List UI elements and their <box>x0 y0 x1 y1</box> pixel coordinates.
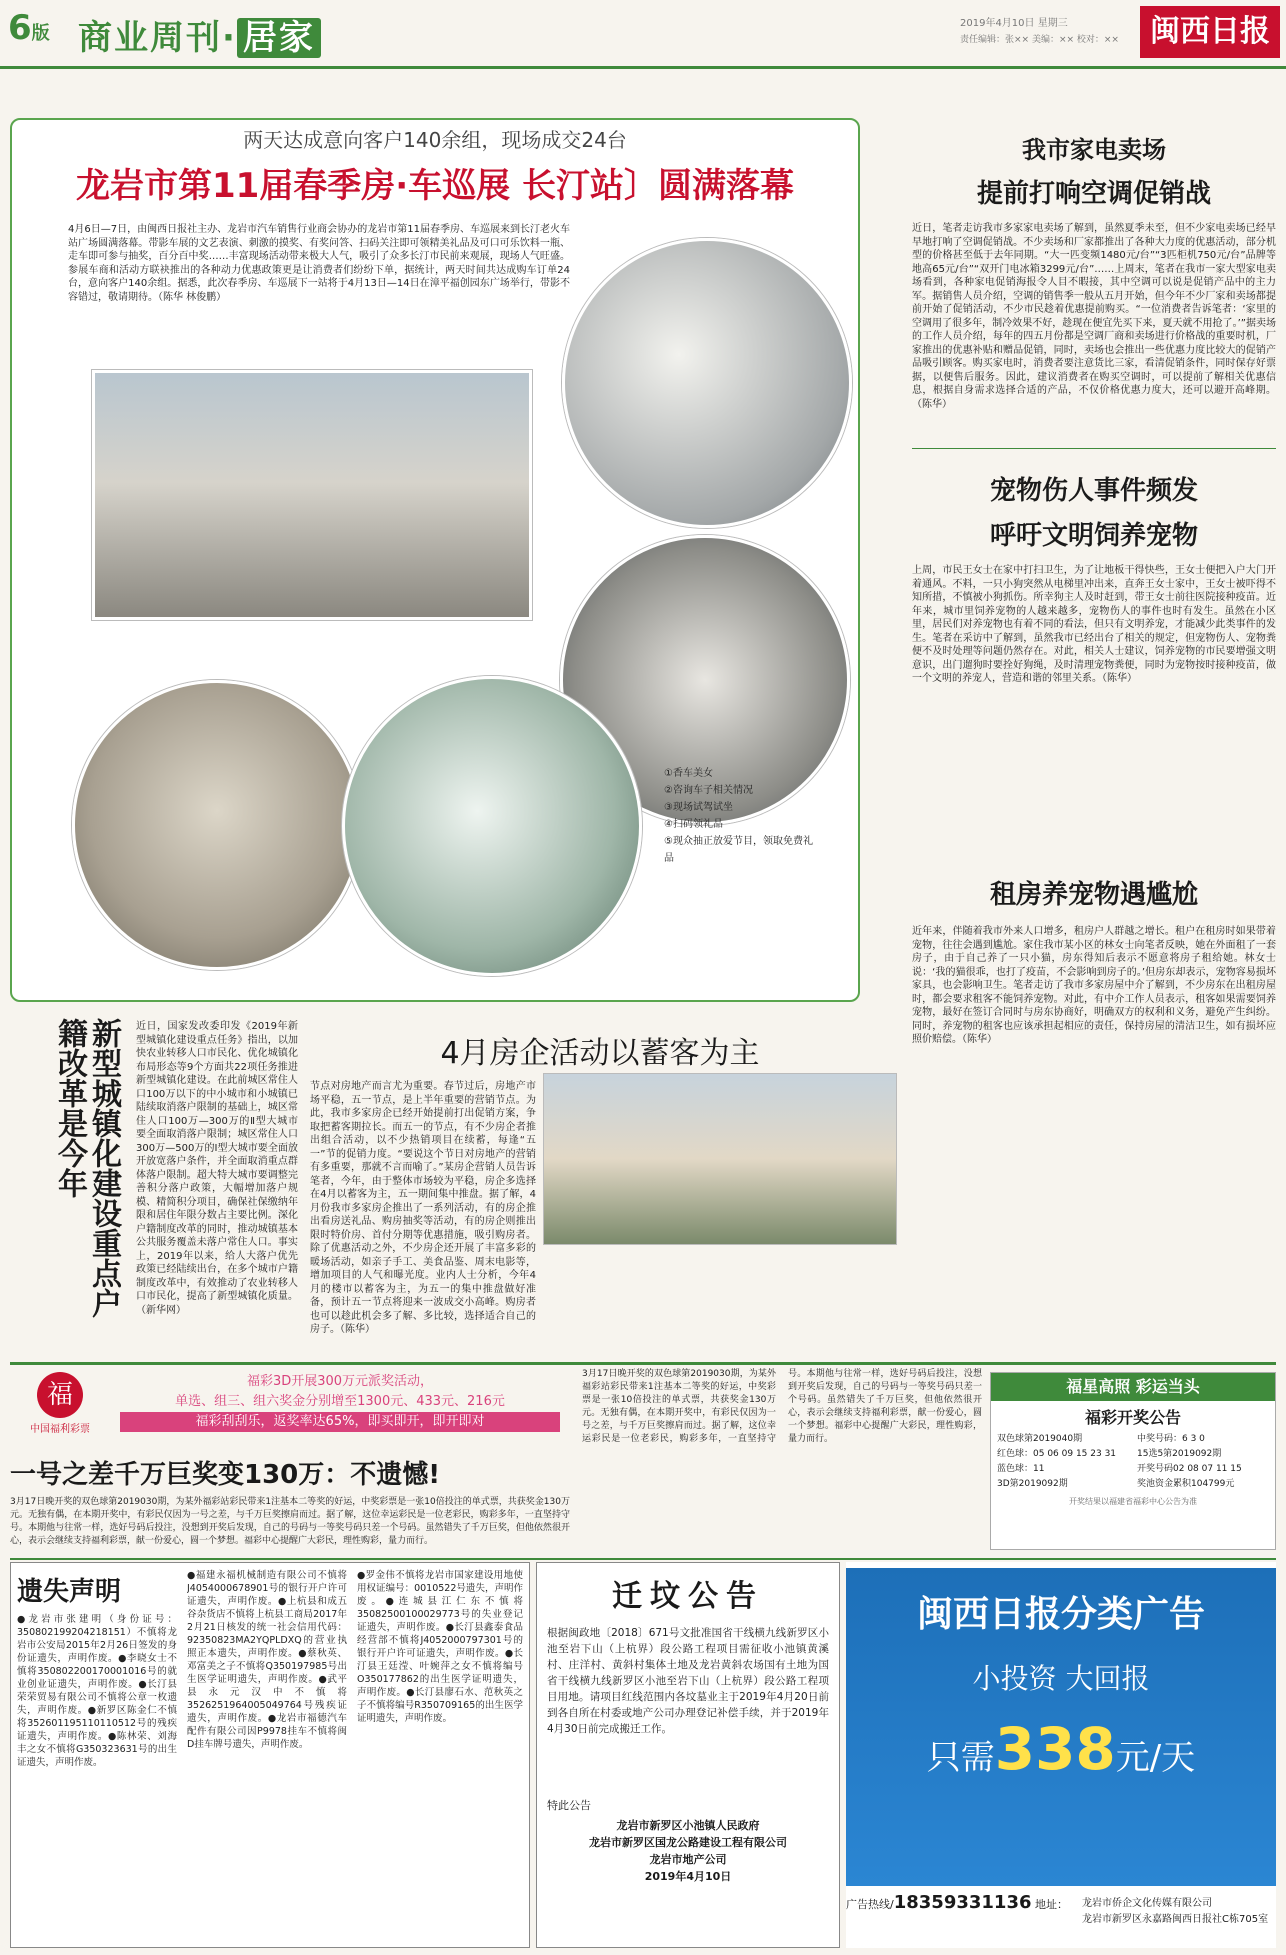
page-number <box>8 8 50 48</box>
appliance-story <box>912 126 1276 456</box>
photo-scan-qr <box>342 676 642 976</box>
photo-show-performance <box>72 680 362 970</box>
company-name: 龙岩市侨企文化传媒有限公司 <box>1082 1898 1212 1909</box>
section-name: 商业周刊 <box>78 18 222 58</box>
property-title: 4月房企活动以蓄客为主 <box>440 1036 760 1071</box>
main-story-title: 龙岩市第11届春季房·车巡展 长汀站〕圆满落幕 <box>75 166 795 206</box>
main-story <box>10 118 860 1002</box>
relocation-title: 迁坟公告 <box>612 1579 764 1614</box>
caption-2: ②咨询车子相关情况 <box>664 785 753 796</box>
masthead-editor: 责任编辑：张×× 美编：×× 校对：×× <box>960 35 1119 45</box>
draw-5: 中奖号码：6 3 0 <box>1137 1434 1205 1444</box>
caption-1: ①香车美女 <box>664 768 713 779</box>
draw-1: 双色球第2019040期 <box>997 1434 1083 1444</box>
property-story <box>300 1018 900 1356</box>
appliance-title-1: 我市家电卖场 <box>1022 136 1166 164</box>
date: 2019年4月10日 <box>960 18 1035 29</box>
urbanization-body: 近日，国家发改委印发《2019年新型城镇化建设重点任务》指出，以加快农业转移人口市民化、优化城镇化布局形态等9个方面共22项任务推进新型城镇化建设。在此前城区常住人口100万以下的中小城市和小城镇已陆续取消落户限制的基础上，城区常住人口100万—300万的Ⅱ型大城市要全面取消落户限制；城区常住人口300万—500万的Ⅰ型大城市要全面放开放宽落户条件，并全面取消重点群体落户限制。超大特大城市要调整完善积分落户政策，大幅增加落户规模、精简积分项目，确保社保缴纳年限和居住年限分数占主要比例。深化户籍制度改革的同时，推动城镇基本公共服务覆盖未落户常住人口。事实上，2019年以来，给人大落户优先政策已经陆续出台，在多个城市户籍制度改革中，有效推动了农业转移人口市民化，提高了新型城镇化质量。（新华网） <box>136 1021 298 1316</box>
masthead-rule <box>0 66 1286 69</box>
hotline-label: 广告热线/ <box>846 1898 894 1911</box>
section-title <box>78 10 321 59</box>
photo-car-show <box>92 370 532 620</box>
lottery-logo-label: 中国福利彩票 <box>30 1424 90 1435</box>
classified-banner <box>846 1568 1276 1886</box>
photo-consult <box>562 238 852 528</box>
draw-3: 蓝色球：11 <box>997 1464 1045 1474</box>
signer-3: 龙岩市地产公司 <box>649 1853 727 1866</box>
lottery-note: 开奖结果以福建省福彩中心公告为准 <box>1069 1497 1197 1506</box>
appliance-body: 近日，笔者走访我市多家家电卖场了解到，虽然夏季未至，但不少家电卖场已经早早地打响了空调促销战。不少卖场和厂家都推出了各种大力度的优惠活动，部分机型的价格甚至低于去年同期。“大一匹变频1480元/台”“3匹柜机750元/台”品牌等地高65元/台”“双开门电冰箱3299元/台”……上周末，笔者在我市一家大型家电卖场看到，各种家电促销海报令人目不暇接，其中空调可以说是促销产品中的主力军。据销售人员介绍，空调的销售季一般从五月开始，但今年不少厂家和卖场都提前开始了促销活动，不少市民趁着优惠提前购买。“一位消费者告诉笔者：‘家里的空调用了很多年，制冷效果不好，趁现在便宜先买下来，夏天就不用抢了。’”据卖场的工作人员介绍，每年的四五月份都是空调厂商和卖场进行价格战的重要时机，厂家推出的优惠补贴和赠品促销，同时，卖场也会推出一些优惠力度比较大的促销产品吸引顾客。购买家电时，消费者要注意货比三家，看清促销条件，同时保存好票据，以便售后服务。因此，建议消费者在购买空调时，可以提前了解相关优惠信息，根据自身需求选择合适的产品，不仅价格优惠力度大，还可以避开高峰期。（陈华） <box>912 223 1276 410</box>
divider-bottom-ads <box>10 1558 1276 1560</box>
lottery-promo-2: 单选、组三、组六奖金分别增至1300元、433元、216元 <box>175 1394 505 1409</box>
lottery-body-cont: 3月17日晚开奖的双色球第2019030期，为某外福彩站彩民带来1注基本二等奖的好运，中奖彩票是一张10倍投注的单式票，共获奖金130万元。无独有偶，在本期开奖中，有彩民仅因为一号之差，与千万巨奖擦肩而过。据了解，这位幸运彩民是一位老彩民，购彩多年，一直坚持守号。本期他与往常一样，选好号码后投注，没想到开奖后发现，自己的号码与一等奖号码只差一个号码。虽然错失了千万巨奖，但他依然很开心，表示会继续支持福利彩票，献一份爱心，圆一个梦想。福彩中心提醒广大彩民，理性购彩，量力而行。 <box>582 1369 982 1444</box>
urbanization-story <box>36 1018 296 1356</box>
draw-6: 15选5第2019092期 <box>1137 1449 1222 1459</box>
divider-right-1 <box>912 448 1276 449</box>
classified-price <box>846 1715 1276 1783</box>
logo: 闽西日报 <box>1140 6 1280 58</box>
page-suffix: 版 <box>31 23 50 44</box>
relocation-special: 特此公告 <box>547 1799 591 1812</box>
classified-slogan: 小投资 大回报 <box>972 1662 1150 1695</box>
lost-notices-col1: ●龙岩市张建明（身份证号：350802199204218151）不慎将龙岩市公安局2015年2月26日签发的身份证遗失，声明作废。●李晓女士不慎将350802200170001016号的就业创业证遗失，声明作废。●长汀县荣荣贸易有限公司不慎将公章一枚遗失，声明作废。●新罗区陈金仁不慎将352601195110110512号的残疾证遗失，声明作废。●陈林荣、刘海丰之女不慎将G350323631号的出生证遗失，声明作废。 <box>17 1614 177 1768</box>
classified-contact <box>846 1892 1276 1944</box>
rent-pet-story <box>912 862 1276 1327</box>
lottery-draws <box>991 1432 1275 1492</box>
signer-2: 龙岩市新罗区国龙公路建设工程有限公司 <box>589 1836 787 1849</box>
section-dot: · <box>222 18 237 58</box>
lottery-promo <box>120 1372 560 1432</box>
main-story-subtitle: 两天达成意向客户140余组，现场成交24台 <box>243 128 627 152</box>
urbanization-title: 新型城镇化建设重点户籍改革是今年 <box>52 1018 121 1318</box>
company-address: 龙岩市新罗区永嘉路闽西日报社C栋705室 <box>1082 1914 1269 1925</box>
masthead <box>0 0 1286 70</box>
lottery-box-title: 福星高照 彩运当头 <box>991 1373 1275 1401</box>
draw-4: 3D第2019092期 <box>997 1479 1068 1489</box>
divider-bottom-news <box>10 1362 1276 1365</box>
relocation-date: 2019年4月10日 <box>644 1870 732 1883</box>
photo-captions <box>664 765 814 867</box>
pet-story <box>912 454 1276 854</box>
rent-pet-title: 租房养宠物遇尴尬 <box>989 880 1198 910</box>
page-no: 6 <box>8 8 32 48</box>
price-suffix: 元/天 <box>1115 1738 1196 1778</box>
subsection-badge: 居家 <box>237 18 321 58</box>
lottery-section <box>10 1368 1276 1554</box>
relocation-notice <box>536 1562 840 1948</box>
lost-notices-title: 遗失声明 <box>17 1577 122 1607</box>
lottery-logo <box>10 1372 110 1442</box>
classified-title: 闽西日报分类广告 <box>916 1594 1205 1635</box>
classified-ad <box>846 1562 1276 1948</box>
appliance-title-2: 提前打响空调促销战 <box>976 179 1211 209</box>
lottery-box-subtitle: 福彩开奖公告 <box>1084 1408 1181 1427</box>
address-label: 地址： <box>1035 1898 1068 1911</box>
lottery-body: 3月17日晚开奖的双色球第2019030期，为某外福彩站彩民带来1注基本二等奖的好运，中奖彩票是一张10倍投注的单式票，共获奖金130万元。无独有偶，在本期开奖中，有彩民仅因为一号之差，与千万巨奖擦肩而过。据了解，这位幸运彩民是一位老彩民，购彩多年，一直坚持守号。本期他与往常一样，选好号码后投注，没想到开奖后发现，自己的号码与一等奖号码只差一个号码。虽然错失了千万巨奖，但他依然很开心，表示会继续支持福利彩票，献一份爱心，圆一个梦想。福彩中心提醒广大彩民，理性购彩，量力而行。 <box>10 1497 570 1546</box>
lost-notices-col3: ●罗金伟不慎将龙岩市国家建设用地使用权证编号：0010522号遗失，声明作废。●连城县江仁东不慎将35082500100029773号的失业登记证遗失，声明作废。●长汀县鑫泰食品经营部不慎将J4052000797301号的银行开户许可证遗失，声明作废。●长汀县王廷滢、叶婉萍之女不慎将编号O350177862的出生医学证明遗失，声明作废。●长汀县廖石水、范秋英之子不慎将编号R350709165的出生医学证明遗失，声明作废。 <box>357 1570 523 1724</box>
caption-4: ④扫码领礼品 <box>664 819 723 830</box>
lottery-box <box>990 1372 1276 1550</box>
caption-3: ③现场试驾试坐 <box>664 802 733 813</box>
lottery-headline: 一号之差千万巨奖变130万：不遗憾! <box>10 1460 441 1490</box>
pet-title-1: 宠物伤人事件频发 <box>989 476 1198 506</box>
signer-1: 龙岩市新罗区小池镇人民政府 <box>616 1819 760 1832</box>
lost-notices-col2: ●福建永福机械制造有限公司不慎将J4054000678901号的银行开户许可证遗失，声明作废。●上杭县和成五谷杂货店不慎将上杭县工商局2017年2月21日核发的统一社会信用代码：92350823MA2YQPLDXQ的营业执照正本遗失，声明作废。●蔡秋英、邓富美之子不慎将Q350197985号出生医学证明遗失，声明作废。●武平县永元汉中不慎将3526251964005049764号残疾证遗失，声明作废。●龙岩市福德汽车配件有限公司因P9978挂车不慎将闽D挂车牌号遗失，声明作废。 <box>187 1570 347 1750</box>
relocation-signers <box>537 1817 839 1885</box>
caption-5: ⑤现众抽正放爱节目，领取免费礼品 <box>664 836 813 864</box>
lost-notices <box>10 1562 530 1948</box>
relocation-body: 根据闽政地〔2018〕671号文批准国省干线横九线新罗区小池至岩下山（上杭界）段公路工程项目需征收小池镇黄溪村、庄洋村、黄斜村集体土地及龙岩黄斜农场国有土地为国省干线横九线新罗区小池至岩下山（上杭界）段公路工程项目用地。请项目红线范围内各坟墓业主于2019年4月20日前到各自所在村委或地产公司办理登记补偿手续，并于2019年4月30日前完成搬迁工作。 <box>547 1627 829 1735</box>
price-value: 338 <box>994 1715 1116 1783</box>
lottery-logo-icon: 福 <box>37 1372 83 1418</box>
draw-2: 红色球：05 06 09 15 23 31 <box>997 1449 1117 1459</box>
photo-property <box>544 1074 896 1244</box>
masthead-date <box>960 14 1068 29</box>
draw-8: 奖池资金累积104799元 <box>1137 1479 1235 1489</box>
weekday: 星期三 <box>1037 18 1068 29</box>
lottery-promo-1: 福彩3D开展300万元派奖活动， <box>246 1374 434 1389</box>
pet-body: 上周，市民王女士在家中打扫卫生，为了让地板干得快些，王女士便把入户大门开着通风。不料，一只小狗突然从电梯里冲出来，直奔王女士家中，王女士被吓得不知所措，不慎被小狗抓伤。所幸狗主人及时赶到，带王女士前往医院接种疫苗。近年来，城市里饲养宠物的人越来越多，宠物伤人的事件也时有发生。虽然在小区里，居民们对养宠物也有着不同的看法，但只有文明养宠，才能减少此类事件的发生。笔者在采访中了解到，虽然我市已经出台了相关的规定，但宠物伤人、宠物粪便不及时处理等问题仍然存在。对此，相关人士建议，饲养宠物的市民要增强文明意识，出门遛狗时要拴好狗绳，及时清理宠物粪便，同时为宠物按时接种疫苗，做一个文明的养宠人，营造和谐的邻里关系。（陈华） <box>912 565 1276 684</box>
property-body: 节点对房地产而言尤为重要。春节过后，房地产市场平稳，五一节点，是上半年重要的营销节点。为此，我市多家房企已经开始提前打出促销方案，争取把蓄客期拉长。而五一的节点，有不少房企者推出组合活动，以不少热销项目在续蓄，每逢“五一”节的促销力度。“要说这个节日对房地产的营销有多重要，那就不言而喻了。”某房企营销人员告诉笔者，今年，由于整体市场较为平稳，房企多选择在4月以蓄客为主，五一期间集中推盘。据了解，4月份我市多家房企推出了一系列活动，有的房企推出看房送礼品、购房抽奖等活动，有的房企则推出限时特价房、首付分期等优惠措施，吸引购房者。除了优惠活动之外，不少房企还开展了丰富多彩的暖场活动，如亲子手工、美食品鉴、周末电影等，增加项目的人气和曝光度。业内人士分析，今年4月的楼市以蓄客为主，为五一的集中推盘做好准备，预计五一节点将迎来一波成交小高峰。购房者也可以趁此机会多了解、多比较，选择适合自己的房子。（陈华） <box>310 1081 536 1335</box>
hotline-number: 18359331136 <box>893 1892 1032 1913</box>
price-prefix: 只需 <box>926 1738 995 1778</box>
draw-7: 开奖号码02 08 07 11 15 <box>1137 1464 1242 1474</box>
lottery-promo-3: 福彩刮刮乐，返奖率达65%，即买即开，即开即对 <box>120 1412 560 1432</box>
pet-title-2: 呼吁文明饲养宠物 <box>989 521 1198 551</box>
rent-pet-body: 近年来，伴随着我市外来人口增多，租房户人群越之增长。租户在租房时如果带着宠物，往往会遇到尴尬。家住我市某小区的林女士向笔者反映，她在外面租了一套房子，由于自己养了一只小猫，房东得知后表示不愿意将房子租给她。林女士说：‘我的猫很乖，也打了疫苗，不会影响到房子的。’但房东却表示，宠物容易损坏家具，也会影响卫生。笔者走访了我市多家房屋中介了解到，不少房东在出租房屋时，都会要求租客不能饲养宠物。对此，有中介工作人员表示，租客如果需要饲养宠物，最好在签订合同时与房东协商好，明确双方的权利和义务，避免产生纠纷。同时，养宠物的租客也应该承担起相应的责任，保持房屋的清洁卫生，如有损坏应照价赔偿。（陈华） <box>912 926 1276 1045</box>
main-story-body: 4月6日—7日，由闽西日报社主办、龙岩市汽车销售行业商会协办的龙岩市第11届春季房、车巡展来到长汀老火车站广场圆满落幕。带影车展的文艺表演、刺激的摸奖、有奖问答、扫码关注即可领精美礼品及可口可乐饮料一瓶、走车即可参与抽奖，百分百中奖……丰富现场活动带来极大人气，吸引了众多长汀市民前来观展，现场人气旺盛。参展车商和活动方联袂推出的各种动力优惠政策更是让消费者们纷纷下单，据统计，两天时间共达成购车订单24台，意向客户140余组。据悉，此次春季房、车巡展下一站将于4月13日—14日在漳平福创园东广场举行，带影不容错过，敬请期待。（陈华 林俊鹏） <box>68 224 570 303</box>
